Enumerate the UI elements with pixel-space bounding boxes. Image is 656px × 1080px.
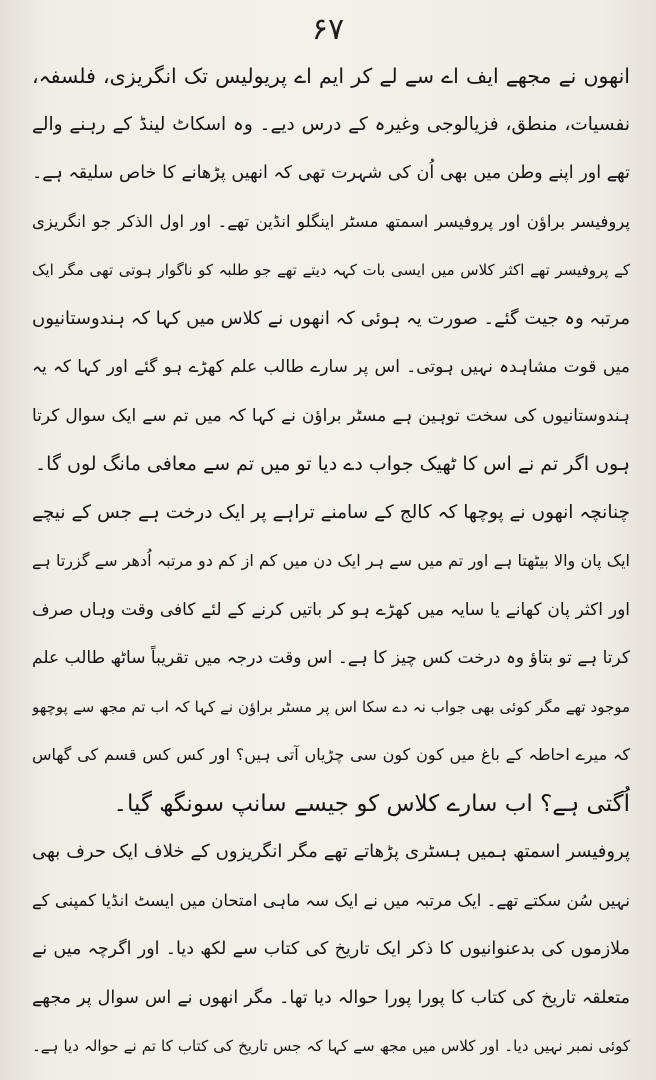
text-line: موجود تھے مگر کوئی بھی جواب نہ دے سکا اس پر مسٹر براؤن نے کہا کہ اب تم مجھ سے پوچھو (32, 697, 630, 716)
text-line: کے پروفیسر تھے اکثر کلاس میں ایسی بات کہہ دیتے تھے جو طلبہ کو ناگوار ہوتی تھی مگر ایک (32, 261, 630, 279)
text-line: نفسیات، منطق، فزیالوجی وغیرہ کے درس دیے۔ وہ اسکاٹ لینڈ کے رہنے والے (32, 113, 630, 135)
text-line: تھے اور اپنے وطن میں بھی اُن کی شہرت تھی کہ انھیں پڑھانے کا خاص سلیقہ ہے۔ (32, 163, 630, 183)
text-line: اُگتی ہے؟ اب سارے کلاس کو جیسے سانپ سونگھ گیا۔ (113, 790, 630, 817)
text-line: ایک پان والا بیٹھتا ہے اور تم میں سے ہر ایک دن میں کم از کم دو مرتبہ اُدھر سے گزرتا ہے (32, 551, 630, 570)
body-text (32, 52, 630, 1071)
text-line: ہندوستانیوں کی سخت توہین ہے مسٹر براؤن نے کہا کہ میں تم سے ایک سوال کرتا (32, 405, 630, 426)
text-line: نہیں سُن سکتے تھے۔ ایک مرتبہ میں نے ایک سہ ماہی امتحان میں ایسٹ انڈیا کمپنی کے (32, 890, 630, 910)
text-line: کرتا ہے تو بتاؤ وہ درخت کس چیز کا ہے۔ اس وقت درجہ میں تقریباً ساٹھ طالب علم (32, 648, 630, 668)
text-line: پروفیسر اسمتھ ہمیں ہسٹری پڑھاتے تھے مگر انگریزوں کے خلاف ایک حرف بھی (32, 841, 630, 862)
text-line: کوئی نمبر نہیں دیا۔ اور کلاس میں مجھ سے کہا کہ جس تاریخ کی کتاب کا تم نے حوالہ دیا ہے۔ (32, 1037, 630, 1055)
text-line: انھوں نے مجھے ایف اے سے لے کر ایم اے پریولیس تک انگریزی، فلسفہ، (32, 64, 630, 88)
text-line: متعلقہ تاریخ کی کتاب کا پورا پورا حوالہ دیا تھا۔ مگر انھوں نے اس سوال پر مجھے (32, 987, 630, 1008)
text-line: کہ میرے احاطہ کے باغ میں کون کون سی چڑیاں آتی ہیں؟ اور کس کس قسم کی گھاس (32, 745, 630, 764)
page-number: ۶۷ (311, 12, 345, 47)
text-line: ہوں اگر تم نے اس کا ٹھیک جواب دے دیا تو میں تم سے معافی مانگ لوں گا۔ (35, 453, 630, 475)
text-line: پروفیسر براؤن اور پروفیسر اسمتھ مسٹر اینگلو انڈین تھے۔ اور اول الذکر جو انگریزی (32, 211, 630, 231)
text-line: اور اکثر پان کھانے یا سایہ میں کھڑے ہو کر باتیں کرنے کے لئے کافی وقت وہاں صرف (32, 599, 630, 620)
text-line: چنانچہ انھوں نے پوچھا کہ کالج کے سامنے تراہے پر ایک درخت ہے جس کے نیچے (32, 501, 630, 523)
text-line: ملازموں کی بدعنوانیوں کا ذکر ایک تاریخ کی کتاب سے لکھ دیا۔ اور اگرچہ میں نے (32, 939, 630, 959)
text-line: مرتبہ وہ جیت گئے۔ صورت یہ ہوئی کہ انھوں نے کلاس میں کہا کہ ہندوستانیوں (32, 307, 630, 329)
text-line: میں قوت مشاہدہ نہیں ہوتی۔ اس پر سارے طالب علم کھڑے ہو گئے اور کہا کہ یہ (32, 357, 630, 377)
